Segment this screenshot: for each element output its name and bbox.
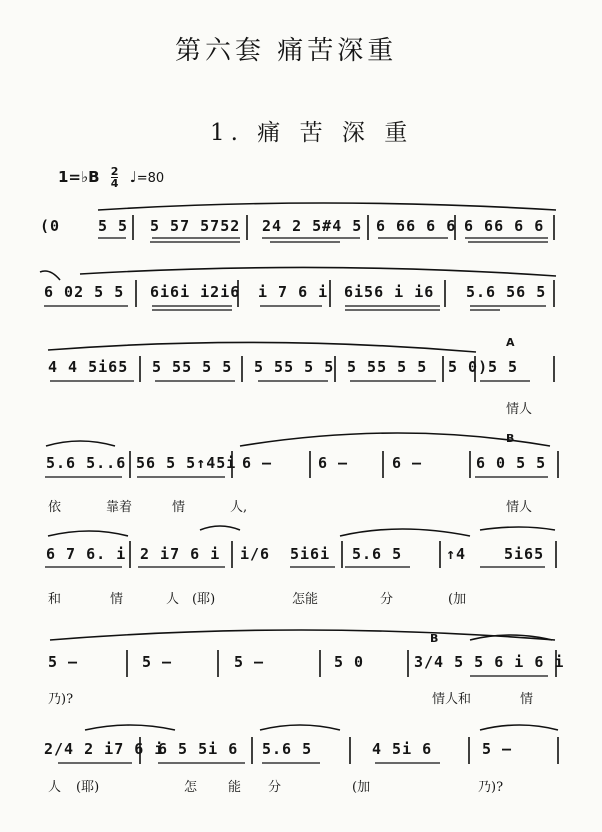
lyric: 人,: [230, 500, 248, 515]
time-denominator: 4: [110, 177, 119, 190]
measure: 5 5: [98, 217, 129, 235]
rehearsal-mark-b: B: [430, 632, 439, 645]
lyric: 能: [228, 780, 242, 795]
lyric: 和: [48, 592, 62, 607]
lyric: (耶): [192, 592, 216, 607]
measure: 6i56 i i6: [344, 283, 435, 301]
measure: 2/4 2 i7 6 i: [44, 740, 165, 758]
measure: 6 5 5i 6: [158, 740, 239, 758]
measure: 5 55 5 5: [347, 358, 428, 376]
measure: 5i6i: [290, 545, 331, 563]
measure: 5 5: [488, 358, 519, 376]
measure: 6 02 5 5: [44, 283, 125, 301]
lyric: 情: [172, 500, 186, 515]
measure: 6 –: [392, 454, 423, 472]
lyric: 依: [48, 500, 62, 515]
lyric: 情人和: [432, 692, 472, 707]
measure: 3/4 5 5 6 i 6 i: [414, 653, 565, 671]
lyric: (耶): [76, 780, 100, 795]
measure: 5.6 5..6: [46, 454, 127, 472]
measure: 2 i7 6 i: [140, 545, 221, 563]
measure: 4 5i 6: [372, 740, 433, 758]
measure: 5 –: [234, 653, 265, 671]
measure: 5 –: [48, 653, 79, 671]
measure: 56 5 5↑45i: [136, 454, 237, 472]
rehearsal-mark-b: B: [506, 432, 515, 445]
lyric: (加: [352, 780, 371, 795]
measure: 5 0): [448, 358, 489, 376]
measure: 6i6i i2i6: [150, 283, 241, 301]
lyric: 人: [48, 780, 62, 795]
lyric: 怎: [184, 780, 198, 795]
lyric: 分: [268, 780, 282, 795]
lyric: 人: [166, 592, 180, 607]
measure: 6 –: [318, 454, 349, 472]
measure: 6 66 6 6: [464, 217, 545, 235]
page-title: 第六套 痛苦深重: [175, 36, 398, 66]
measure: 5 0: [334, 653, 365, 671]
lyric: 靠着: [106, 500, 133, 515]
measure: 6 0 5 5: [476, 454, 547, 472]
lyric: 情人: [506, 500, 533, 515]
tempo-value: =80: [136, 171, 165, 186]
key-label: 1=♭B: [58, 168, 100, 186]
lyric: 分: [380, 592, 394, 607]
measure: 5 55 5 5: [254, 358, 335, 376]
rehearsal-mark-a: A: [506, 336, 515, 349]
time-numerator: 2: [110, 165, 119, 178]
measure: i/6: [240, 545, 271, 563]
song-title: 1. 痛 苦 深 重: [210, 120, 414, 146]
lyric: (加: [448, 592, 467, 607]
measure: 4 4 5i65: [48, 358, 129, 376]
measure: (0: [40, 217, 61, 235]
measure: 6 7 6. i: [46, 545, 127, 563]
lyric: 乃)?: [478, 780, 504, 795]
measure: i 7 6 i: [258, 283, 329, 301]
lyric: 情人: [506, 402, 533, 417]
lyric: 情: [520, 692, 534, 707]
measure: ↑4: [446, 545, 467, 563]
lyric: 怎能: [292, 592, 319, 607]
measure: 6 66 6 6: [376, 217, 457, 235]
measure: 6 –: [242, 454, 273, 472]
measure: 5 55 5 5: [152, 358, 233, 376]
measure: 5 –: [142, 653, 173, 671]
measure: 5.6 56 5: [466, 283, 547, 301]
measure: 24 2 5#4 5: [262, 217, 363, 235]
lyric: 乃)?: [48, 692, 74, 707]
measure: 5.6 5: [262, 740, 313, 758]
lyric: 情: [110, 592, 124, 607]
measure: 5i65: [504, 545, 545, 563]
measure: 5 –: [482, 740, 513, 758]
measure: 5.6 5: [352, 545, 403, 563]
measure: 5 57 5752: [150, 217, 241, 235]
quarter-note-icon: ♩: [129, 168, 137, 186]
